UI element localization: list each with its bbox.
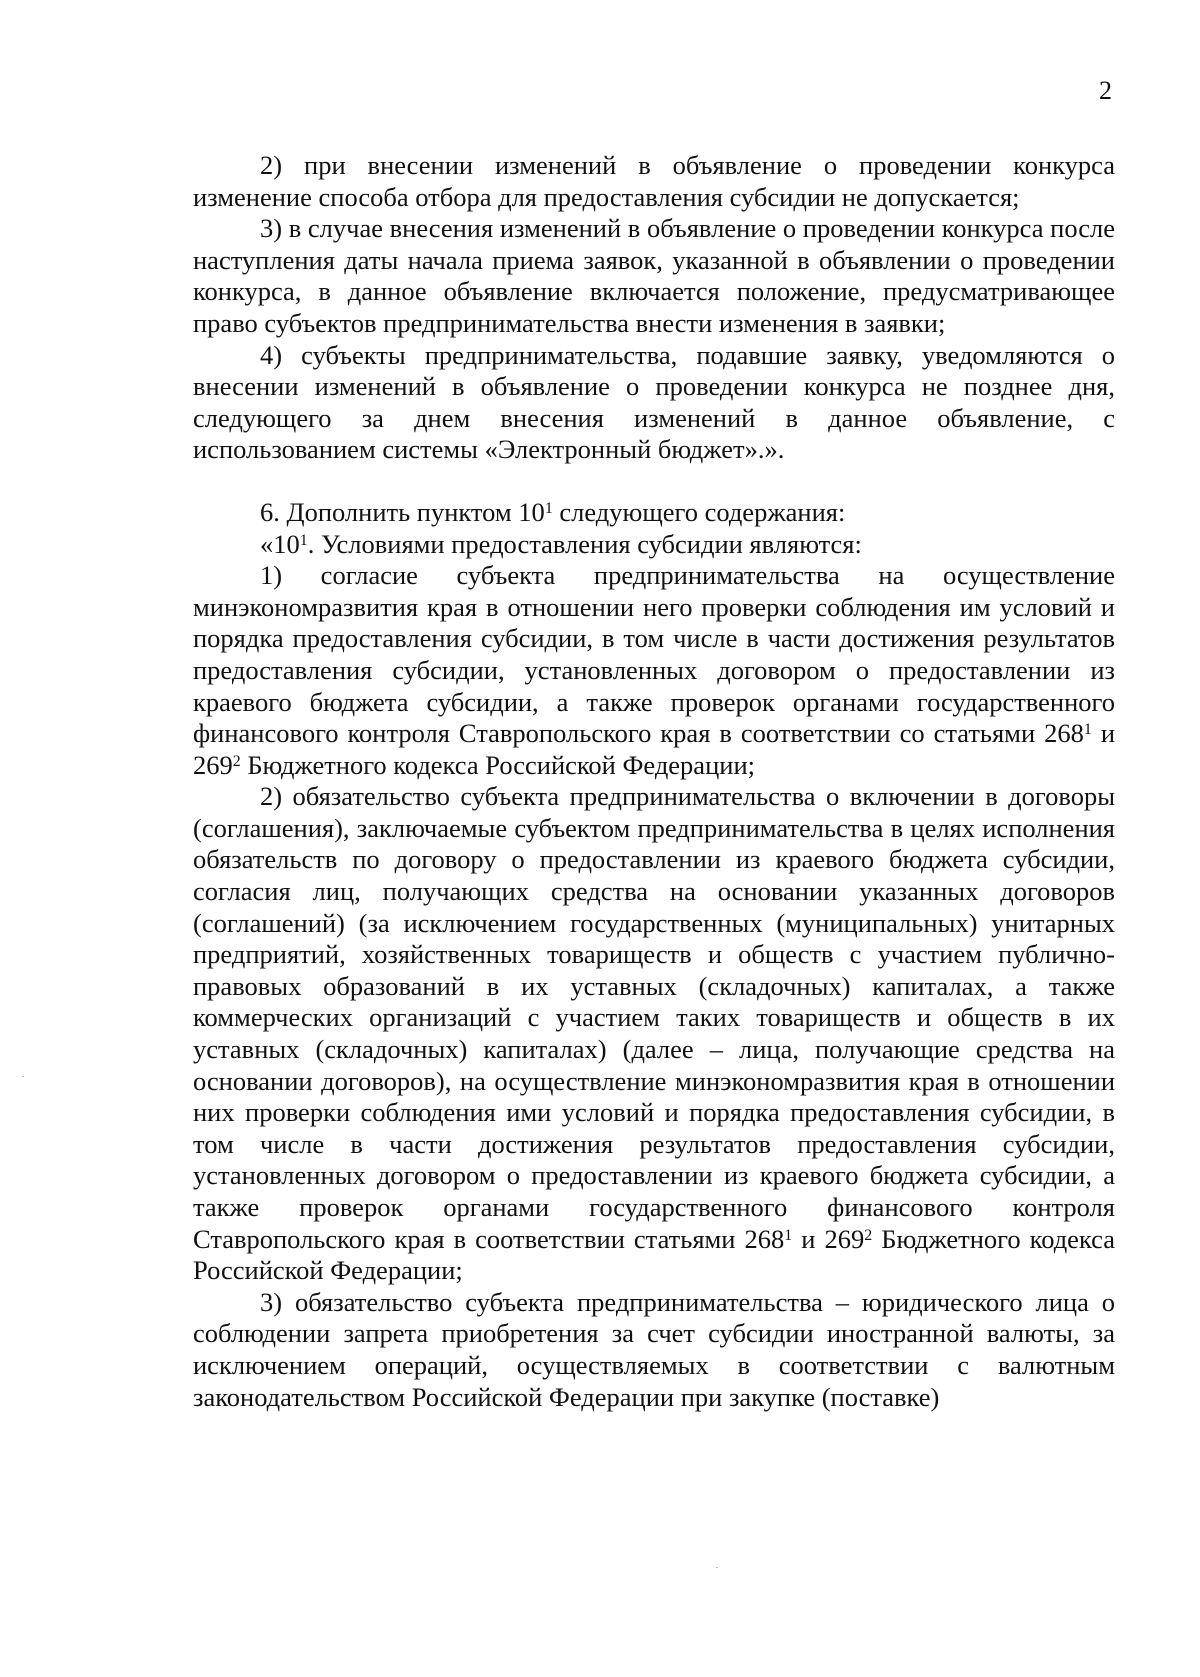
superscript: 1 <box>1083 721 1092 739</box>
paragraph-p8 <box>193 1287 1115 1413</box>
superscript: 2 <box>232 752 241 770</box>
text-run: 2) обязательство субъекта предпринимательства о включении в договоры (соглашения), заключаемые субъектом предпринимательства в целях исполнения обязательств по договору о предоставлении из краевого бюджета субсидии, согласия лиц, получающих средства на основании указанных договоров (соглашений) (за исключением государственных (муниципальных) унитарных предприятий, хозяйственных товариществ и обществ с участием публично-правовых образований в их уставных (складочных) капиталах, а также коммерческих организаций с участием таких товариществ и обществ в их уставных (складочных) капиталах) (далее – лица, получающие средства на основании договоров), на осуществление минэкономразвития края в отношении них проверки соблюдения ими условий и порядка предоставления субсидии, в том числе в части достижения результатов предоставления субсидии, установленных договором о предоставлении из краевого бюджета субсидии, а также проверок органами государственного финансового контроля Ставропольского края в соответствии статьями 268 <box>193 781 1115 1254</box>
paragraph-gap <box>193 466 1115 497</box>
superscript: 1 <box>544 500 553 518</box>
paragraph-p4 <box>193 497 1115 529</box>
superscript: 1 <box>784 1226 793 1244</box>
superscript: 1 <box>299 531 308 549</box>
paragraph-p7 <box>193 781 1115 1287</box>
text-run: Бюджетного кодекса Российской Федерации; <box>193 1223 1116 1286</box>
paragraph-p6 <box>193 560 1115 781</box>
text-run: 6. Дополнить пунктом 10 <box>260 496 545 527</box>
text-run: 2) при внесении изменений в объявление о проведении конкурса изменение способа отбора для предоставления субсидии не допускается; <box>193 150 1115 212</box>
superscript: 2 <box>864 1226 873 1244</box>
text-run: . Условиями предоставления субсидии являются: <box>307 528 862 559</box>
paragraph-p3 <box>193 340 1115 466</box>
text-run: и 269 <box>193 718 1115 780</box>
paragraph-p2 <box>193 213 1115 339</box>
text-run: следующего содержания: <box>552 496 846 527</box>
text-run: 3) обязательство субъекта предпринимательства – юридического лица о соблюдении запрета приобретения за счет субсидии иностранной валюты, за исключением операций, осуществляемых в соответствии с валютным законодательством Российской Федерации при закупке (поставке) <box>193 1286 1115 1412</box>
document-body <box>193 150 1115 1413</box>
text-run: 1) согласие субъекта предпринимательства на осуществление минэкономразвития края в отношении него проверки соблюдения им условий и порядка предоставления субсидии, в том числе в части достижения результатов предоставления субсидии, установленных договором о предоставлении из краевого бюджета субсидии, а также проверок органами государственного финансового контроля Ставропольского края в соответствии со статьями 268 <box>193 560 1115 749</box>
scan-speck <box>22 1076 24 1077</box>
text-run: «10 <box>260 528 300 559</box>
scan-speck <box>716 1567 718 1568</box>
text-run: Бюджетного кодекса Российской Федерации; <box>240 749 755 780</box>
text-run: и 269 <box>792 1223 865 1254</box>
text-run: 4) субъекты предпринимательства, подавшие заявку, уведомляются о внесении изменений в объявление о проведении конкурса не позднее дня, следующего за днем внесения изменений в данное объявление, с использованием системы «Электронный бюджет».». <box>193 339 1115 465</box>
paragraph-p5 <box>193 529 1115 561</box>
text-run: 3) в случае внесения изменений в объявление о проведении конкурса после наступления даты начала приема заявок, указанной в объявлении о проведении конкурса, в данное объявление включается положение, предусматривающее право субъектов предпринимательства внести изменения в заявки; <box>193 213 1115 338</box>
paragraph-p1 <box>193 150 1115 213</box>
page-number: 2 <box>1099 76 1112 105</box>
